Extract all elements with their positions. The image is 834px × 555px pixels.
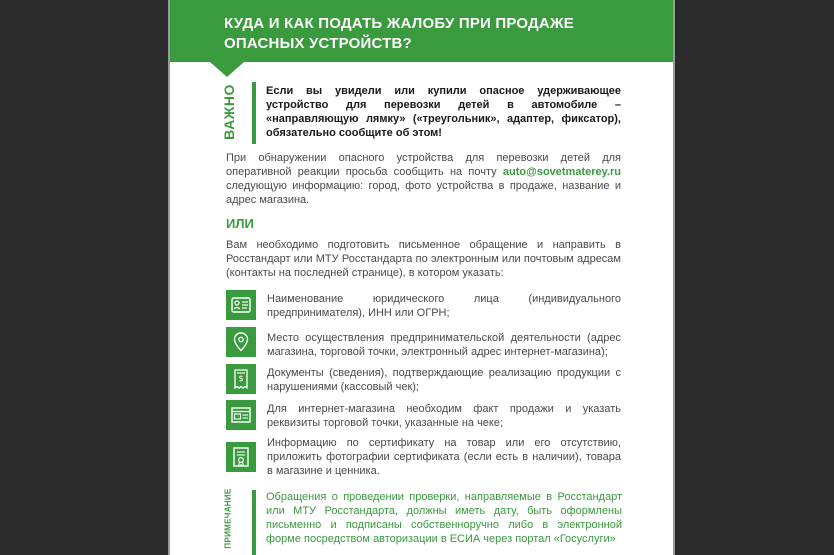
important-label bbox=[220, 82, 240, 144]
note-text: Обращения о проведении проверки, направляемые в Росстандарт или МТУ Росстандарта, должны иметь дату, быть оформлены письменно и подписаны собственноручно либо в электронной форме посредством авторизации в ЕСИА через портал «Госуслуги» bbox=[266, 491, 622, 545]
svg-text:$: $ bbox=[238, 374, 244, 383]
id-card-icon bbox=[226, 290, 256, 320]
list-item-text: Наименование юридического лица (индивидуального предпринимателя), ИНН или ОГРН; bbox=[267, 293, 621, 319]
viewer-background bbox=[0, 0, 168, 555]
receipt-icon bbox=[226, 364, 256, 394]
list-item-text: Для интернет-магазина необходим факт продажи и указать реквизиты торговой точки, указанные на чеке; bbox=[267, 403, 621, 429]
page-title: КУДА И КАК ПОДАТЬ ЖАЛОБУ ПРИ ПРОДАЖЕ ОПАСНЫХ УСТРОЙСТВ? bbox=[224, 15, 574, 52]
instructions-paragraph: Вам необходимо подготовить письменное обращение и направить в Росстандарт или МТУ Росстандарта по электронным или почтовым адресам (контакты на последней странице), в котором указать: bbox=[226, 239, 621, 279]
important-label-text: ВАЖНО bbox=[221, 84, 237, 140]
title-banner bbox=[170, 0, 673, 62]
contact-text-before: При обнаружении опасного устройства для перевозки детей для оперативной реакции просьба сообщить на почту bbox=[226, 152, 621, 178]
banner-notch bbox=[210, 62, 244, 77]
contact-email-link[interactable]: auto@sovetmaterey.ru bbox=[502, 166, 621, 178]
note-label bbox=[218, 490, 238, 555]
list-item-text: Документы (сведения), подтверждающие реализацию продукции с нарушениями (кассовый чек); bbox=[267, 367, 621, 393]
certificate-icon bbox=[226, 442, 256, 472]
list-item-text: Информацию по сертификату на товар или его отсутствию, приложить фотографии сертификата (если есть в наличии), товара в магазине и ценника. bbox=[267, 437, 621, 477]
list-item-text: Место осуществления предпринимательской деятельности (адрес магазина, торговой точки, электронный адрес интернет-магазина); bbox=[267, 332, 621, 358]
location-pin-icon bbox=[226, 327, 256, 357]
or-heading: ИЛИ bbox=[226, 216, 254, 231]
contact-text-after: следующую информацию: город, фото устройства в продаже, название и адрес магазина. bbox=[226, 180, 621, 206]
contact-paragraph bbox=[226, 151, 621, 207]
important-divider bbox=[252, 82, 256, 144]
important-text: Если вы увидели или купили опасное удерживающее устройство для перевозки детей в автомобиле – «направляющую лямку» («треугольник», адаптер, фиксатор), обязательно сообщите об этом! bbox=[266, 85, 621, 139]
note-divider bbox=[252, 490, 256, 555]
browser-window-icon bbox=[226, 400, 256, 430]
note-label-text: ПРИМЕЧАНИЕ bbox=[223, 488, 233, 549]
document-page bbox=[168, 0, 675, 555]
